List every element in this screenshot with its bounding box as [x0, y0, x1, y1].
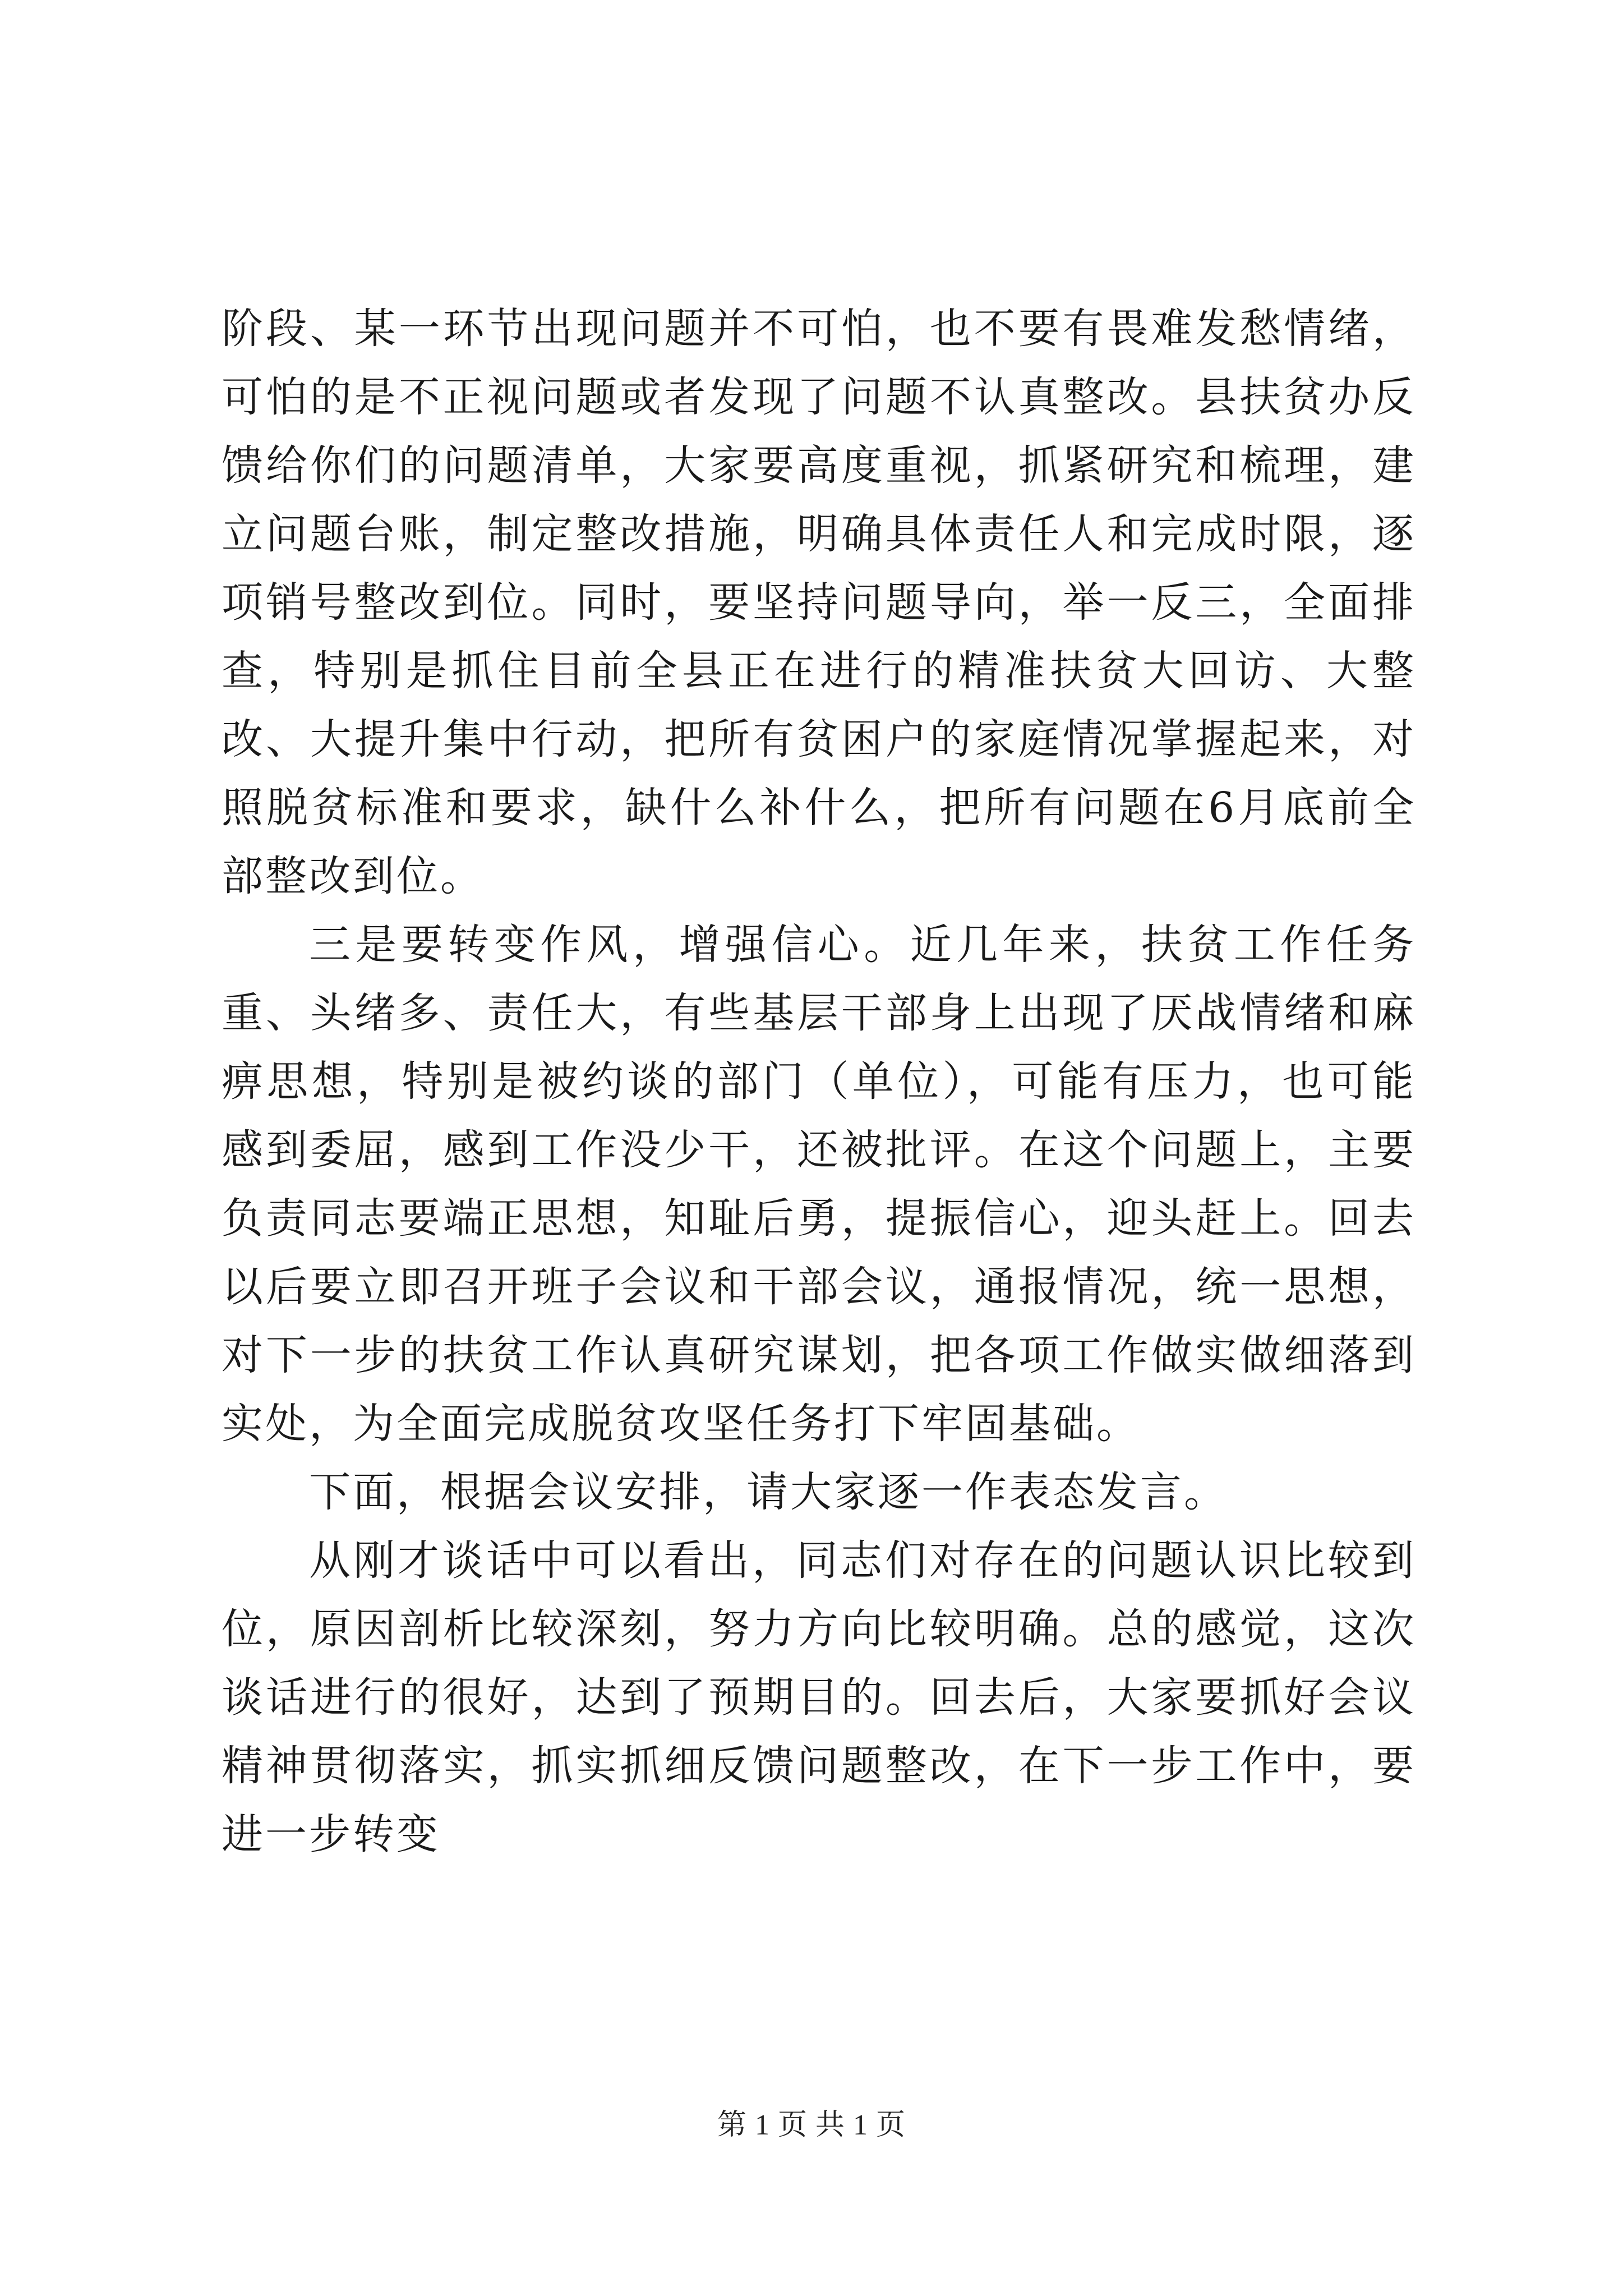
document-body [222, 295, 1416, 1869]
paragraph-2: 三是要转变作风，增强信心。近几年来，扶贫工作任务重、头绪多、责任大，有些基层干部身上出现了厌战情绪和麻痹思想，特别是被约谈的部门（单位），可能有压力，也可能感到委屈，感到工作没少干，还被批评。在这个问题上，主要负责同志要端正思想，知耻后勇，提振信心，迎头赶上。回去以后要立即召开班子会议和干部会议，通报情况，统一思想，对下一步的扶贫工作认真研究谋划，把各项工作做实做细落到实处，为全面完成脱贫攻坚任务打下牢固基础。 [222, 921, 1416, 1448]
page-footer: 第 1 页 共 1 页 [717, 2109, 906, 2141]
paragraph-3: 下面，根据会议安排，请大家逐一作表态发言。 [309, 1468, 1228, 1516]
paragraph-1: 阶段、某一环节出现问题并不可怕，也不要有畏难发愁情绪，可怕的是不正视问题或者发现了问题不认真整改。县扶贫办反馈给你们的问题清单，大家要高度重视，抓紧研究和梳理，建立问题台账，制定整改措施，明确具体责任人和完成时限，逐项销号整改到位。同时，要坚持问题导向，举一反三，全面排查，特别是抓住目前全县正在进行的精准扶贫大回访、大整改、大提升集中行动，把所有贫困户的家庭情况掌握起来，对照脱贫标准和要求，缺什么补什么，把所有问题在6月底前全部整改到位。 [222, 305, 1416, 900]
paragraph-4: 从刚才谈话中可以看出，同志们对存在的问题认识比较到位，原因剖析比较深刻，努力方向比较明确。总的感觉，这次谈话进行的很好，达到了预期目的。回去后，大家要抓好会议精神贯彻落实，抓实抓细反馈问题整改，在下一步工作中，要进一步转变 [222, 1536, 1416, 1858]
